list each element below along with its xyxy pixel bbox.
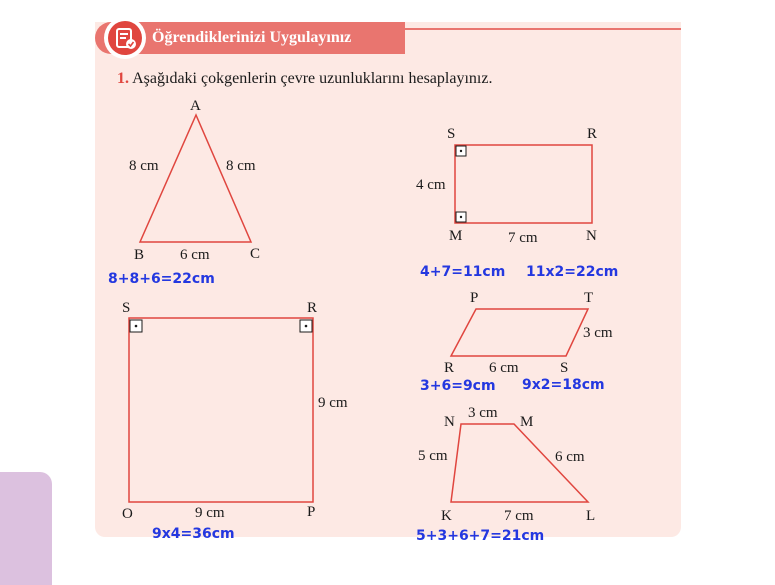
parallelogram-answer-sum: 3+6=9cm: [420, 378, 496, 394]
parallelogram-answer-product: 9x2=18cm: [522, 377, 605, 393]
parallelogram-shape: [451, 309, 588, 356]
vertex-s-label: S: [122, 300, 131, 316]
rectangle-figure: [416, 126, 618, 280]
trapezoid-figure: [416, 405, 595, 544]
vertex-n-label: N: [586, 228, 597, 244]
side-bottom-label: 7 cm: [504, 508, 534, 524]
side-bottom-label: 6 cm: [489, 360, 519, 376]
vertex-a-label: A: [190, 98, 201, 114]
side-height-label: 4 cm: [416, 177, 446, 193]
side-left-label: 5 cm: [418, 448, 448, 464]
vertex-l-label: L: [586, 508, 596, 524]
vertex-s-label: S: [560, 360, 569, 376]
vertex-m-label: M: [520, 414, 534, 430]
vertex-k-label: K: [441, 508, 452, 524]
question-number: 1.: [117, 70, 129, 87]
vertex-t-label: T: [584, 290, 594, 306]
rectangle-answer-product: 11x2=22cm: [526, 264, 619, 280]
side-top-label: 3 cm: [468, 405, 498, 421]
triangle-answer: 8+8+6=22cm: [108, 271, 215, 287]
side-width-label: 7 cm: [508, 230, 538, 246]
side-bc-label: 6 cm: [180, 247, 210, 263]
vertex-r-label: R: [587, 126, 598, 142]
vertex-b-label: B: [134, 247, 145, 263]
vertex-r-label: R: [444, 360, 455, 376]
side-right-label: 9 cm: [318, 395, 348, 411]
parallelogram-figure: [420, 290, 613, 394]
side-bottom-label: 9 cm: [195, 505, 225, 521]
vertex-c-label: C: [250, 246, 261, 262]
section-title: Öğrendiklerinizi Uygulayınız: [152, 29, 352, 46]
square-figure: [122, 300, 348, 542]
vertex-p-label: P: [470, 290, 479, 306]
question-prompt: Aşağıdaki çokgenlerin çevre uzunluklarını hesaplayınız.: [132, 70, 493, 87]
rectangle-shape: [455, 145, 592, 223]
side-ac-label: 8 cm: [226, 158, 256, 174]
rectangle-answer-sum: 4+7=11cm: [420, 264, 506, 280]
vertex-r-label: R: [307, 300, 318, 316]
vertex-n-label: N: [444, 414, 455, 430]
triangle-shape: [140, 115, 251, 242]
side-right-label: 3 cm: [583, 325, 613, 341]
trapezoid-answer: 5+3+6+7=21cm: [416, 528, 545, 544]
vertex-o-label: O: [122, 506, 133, 522]
vertex-s-label: S: [447, 126, 456, 142]
vertex-m-label: M: [449, 228, 463, 244]
triangle-figure: [108, 98, 260, 287]
side-ab-label: 8 cm: [129, 158, 159, 174]
square-shape: [129, 318, 313, 502]
side-right-label: 6 cm: [555, 449, 585, 465]
square-answer: 9x4=36cm: [152, 526, 235, 542]
vertex-p-label: P: [307, 504, 316, 520]
